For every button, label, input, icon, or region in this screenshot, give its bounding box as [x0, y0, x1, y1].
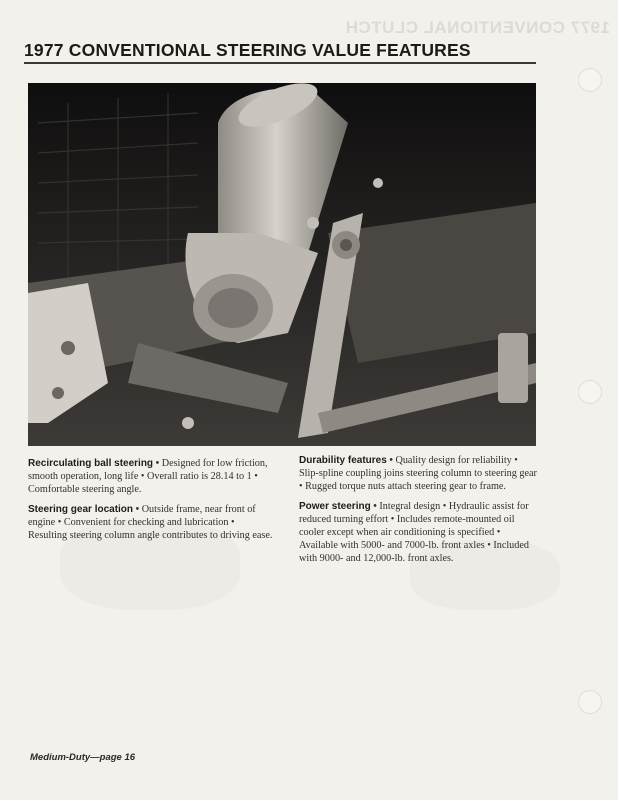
bullet-separator: •	[155, 458, 160, 469]
feature-heading: Steering gear location	[28, 503, 134, 515]
feature-body: Integral design • Hydraulic assist for reduced turning effort • Includes remote-mounted oil cooler except when air conditioning is specified • Available with 5000- and 7000-lb. front axles • Included with 9000- and 12,000-lb. front axles.	[299, 500, 529, 565]
feature-body: Quality design for reliability • Slip-spline coupling joins steering column to steering gear • Rugged torque nuts attach steering gear to frame.	[299, 455, 537, 493]
bleed-through-text: 1977 CONVENTIONAL CLUTCH	[345, 18, 610, 37]
steering-gear-photo	[28, 83, 536, 446]
feature-recirculating-ball	[28, 457, 274, 497]
feature-body: Designed for low friction, smooth operation, long life • Overall ratio is 28.14 to 1 • Comfortable steering angle.	[28, 458, 268, 496]
steering-gear-illustration	[28, 83, 536, 446]
binder-hole	[578, 380, 602, 404]
feature-gear-location	[28, 503, 274, 543]
feature-heading: Power steering	[299, 500, 371, 512]
feature-durability	[299, 454, 539, 494]
feature-power-steering	[299, 500, 539, 566]
bullet-separator: •	[135, 503, 140, 515]
left-feature-column	[28, 457, 274, 548]
right-feature-column	[299, 454, 539, 572]
bullet-separator: •	[389, 455, 393, 466]
page-title: 1977 CONVENTIONAL STEERING VALUE FEATURES	[24, 40, 471, 60]
bullet-separator: •	[373, 500, 377, 512]
feature-heading: Durability features	[299, 455, 387, 466]
feature-body: Outside frame, near front of engine • Convenient for checking and lubrication • Resulting steering column angle contributes to driving ease.	[28, 503, 273, 542]
binder-hole	[578, 68, 602, 92]
page-footer: Medium-Duty—page 16	[30, 752, 136, 763]
feature-heading: Recirculating ball steering	[28, 458, 154, 469]
binder-hole	[578, 690, 602, 714]
title-rule	[24, 62, 536, 64]
